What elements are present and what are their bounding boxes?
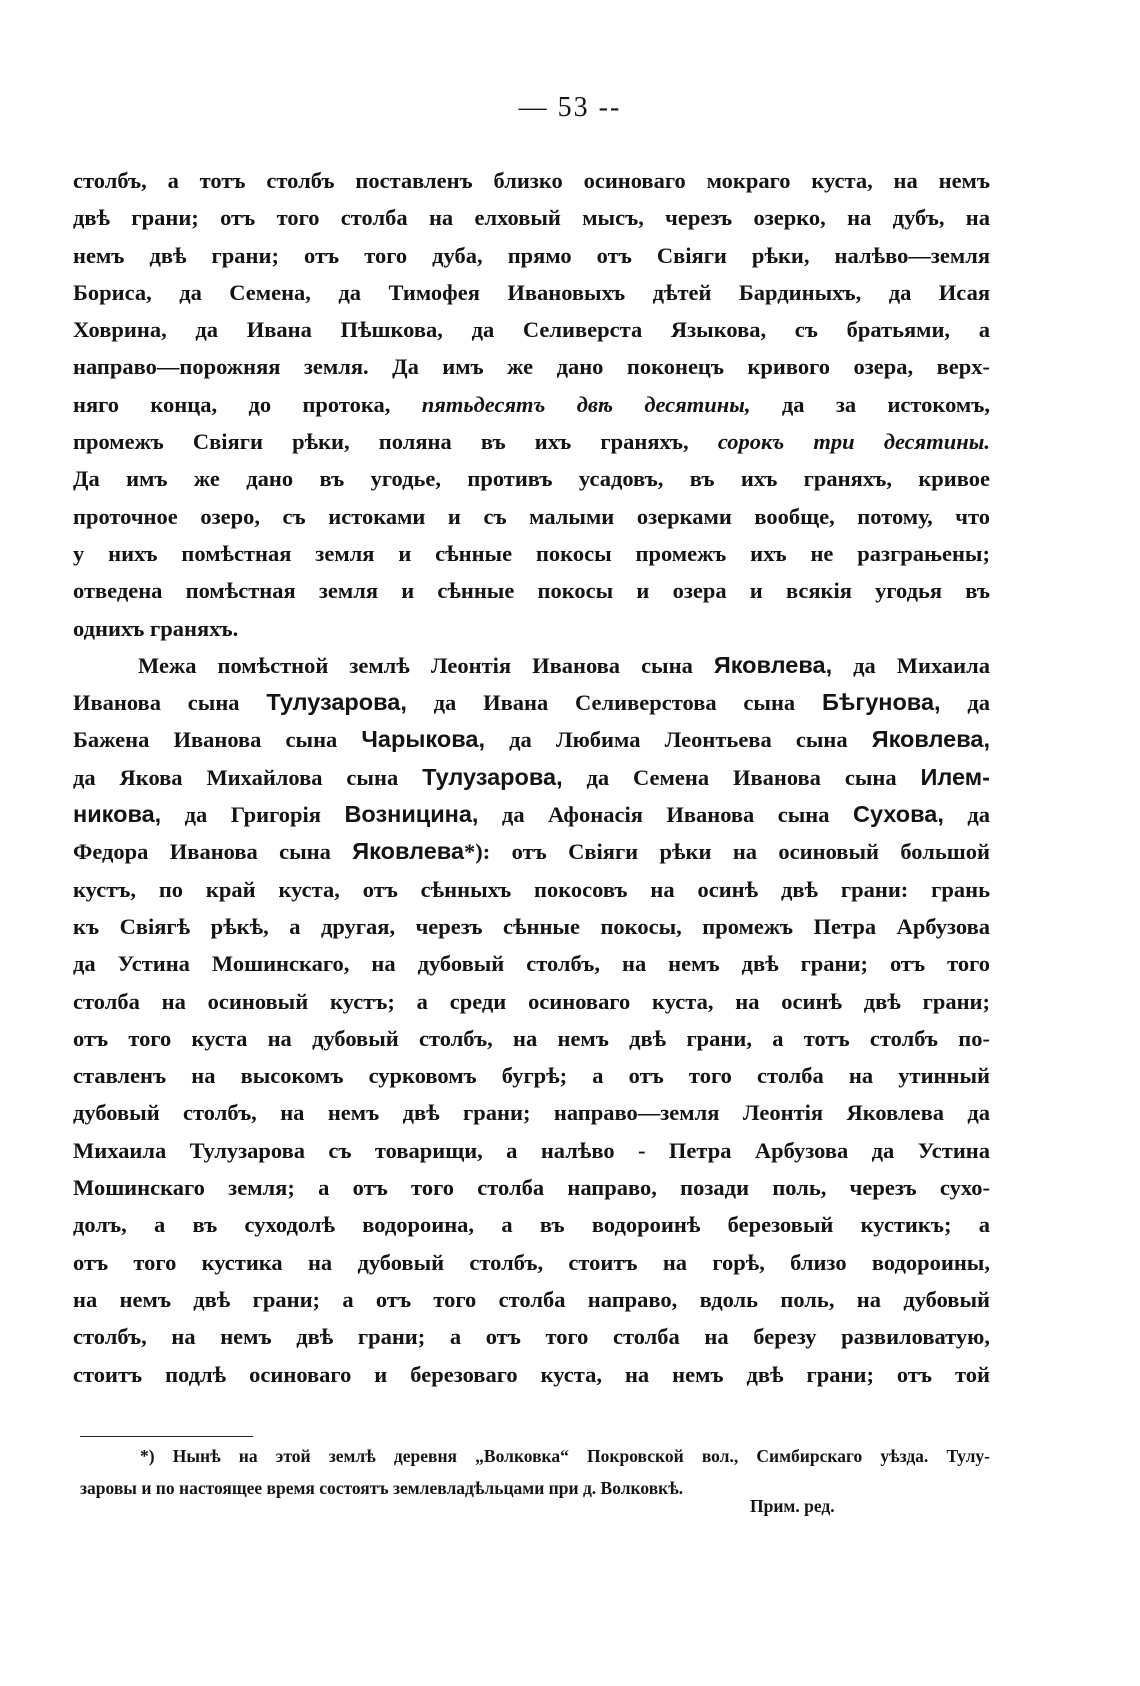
text-segment: да Ивана Селиверстова сына: [406, 690, 822, 716]
text-segment: *): отъ Свіяги рѣки на осиновый большой: [464, 839, 990, 865]
text-line: Бориса, да Семена, да Тимофея Ивановыхъ дѣтей Бардиныхъ, да Исая: [73, 279, 990, 305]
text-segment: Мошинскаго земля; а отъ того столба направо, позади поль, черезъ сухо-: [73, 1175, 990, 1201]
surname: Чарыкова,: [361, 726, 485, 753]
text-line: [73, 684, 990, 721]
text-line: [73, 871, 990, 908]
text-line: [73, 908, 990, 945]
text-line: [73, 983, 990, 1020]
text-line: [73, 386, 990, 423]
text-line: [73, 1356, 990, 1393]
text-line: [73, 1057, 990, 1094]
text-segment: да Михаила: [832, 652, 990, 678]
text-segment: столбъ, на немъ двѣ грани; а отъ того столба на березу развиловатую,: [73, 1324, 990, 1350]
surname: Яковлева,: [713, 651, 833, 678]
body-text: [73, 162, 990, 1393]
text-line: отведена помѣстная земля и сѣнные покосы и озера и всякія угодья въ: [73, 578, 990, 604]
text-segment: Иванова сына: [73, 690, 267, 716]
footnote: [80, 1440, 990, 1504]
text-line: проточное озеро, съ истоками и съ малыми озерками вообще, потому, что: [73, 503, 990, 529]
text-line: [73, 945, 990, 982]
text-segment: кустъ, по край куста, отъ сѣнныхъ покосовъ на осинѣ двѣ грани: грань: [73, 876, 990, 902]
text-segment: да Григорія: [161, 802, 345, 828]
text-line: [73, 1281, 990, 1318]
footnote-line: заровы и по настоящее время состоятъ землевладѣльцами при д. Волковкѣ.: [80, 1478, 684, 1498]
text-segment: да: [943, 802, 990, 828]
text-segment: на немъ двѣ грани; а отъ того столба направо, вдоль поль, на дубовый: [73, 1286, 990, 1312]
surname: Яковлева: [352, 838, 465, 865]
text-segment: Федора Иванова сына: [73, 839, 353, 865]
text-segment: отъ того кустика на дубовый столбъ, стоитъ на горѣ, близо водороины,: [73, 1249, 990, 1275]
text-line: [73, 1132, 990, 1169]
surname: Возницина,: [344, 801, 479, 828]
editor-note: Прим. ред.: [750, 1496, 835, 1516]
text-line: [73, 1094, 990, 1131]
text-line: [73, 1244, 990, 1281]
emphasized-text: сорокъ три десятины.: [717, 429, 990, 455]
footnote-divider: [80, 1436, 253, 1437]
text-line: [73, 759, 990, 796]
surname: Илем-: [920, 763, 990, 790]
text-segment: Бажена Иванова сына: [73, 727, 362, 753]
text-line: направо—порожняя земля. Да имъ же дано поконецъ кривого озера, верх-: [73, 354, 990, 380]
footnote-line: *) Нынѣ на этой землѣ деревня „Волковка“ Покровской вол., Симбирскаго уѣзда. Тулу-: [140, 1446, 990, 1466]
text-line: Да имъ же дано въ угодье, противъ усадовъ, въ ихъ граняхъ, кривое: [73, 466, 990, 492]
text-segment: да Афонасія Иванова сына: [478, 802, 853, 828]
text-segment: къ Свіягѣ рѣкѣ, а другая, черезъ сѣнные покосы, промежъ Петра Арбузова: [73, 913, 990, 939]
emphasized-text: пятьдесятъ двѣ десятины,: [421, 391, 751, 417]
text-segment: да Семена Иванова сына: [562, 764, 921, 790]
surname: никова,: [73, 801, 162, 828]
surname: Тулузарова,: [422, 763, 563, 790]
text-line: столбъ, а тотъ столбъ поставленъ близко осиноваго мокраго куста, на немъ: [73, 168, 990, 193]
paragraph-2: [73, 647, 990, 1393]
text-segment: столба на осиновый кустъ; а среди осиноваго куста, на осинѣ двѣ грани;: [73, 988, 990, 1014]
text-segment: да Устина Мошинскаго, на дубовый столбъ, на немъ двѣ грани; отъ того: [73, 951, 990, 977]
text-line: [73, 721, 990, 758]
text-segment: ставленъ на высокомъ сурковомъ бугрѣ; а отъ того столба на утинный: [73, 1063, 990, 1089]
text-line: [73, 1318, 990, 1355]
text-line: однихъ граняхъ.: [73, 615, 239, 641]
text-segment: да за истокомъ,: [750, 391, 990, 417]
surname: Бѣгунова,: [822, 689, 941, 716]
text-segment: промежъ Свіяги рѣки, поляна въ ихъ граняхъ,: [73, 429, 718, 455]
text-line: [73, 833, 990, 870]
text-line: [73, 1206, 990, 1243]
text-line: немъ двѣ грани; отъ того дуба, прямо отъ Свіяги рѣки, налѣво—земля: [73, 242, 990, 268]
text-line: Ховрина, да Ивана Пѣшкова, да Селиверста Языкова, съ братьями, а: [73, 317, 990, 343]
text-segment: да Любима Леонтьева сына: [484, 727, 872, 753]
text-segment: няго конца, до протока,: [73, 391, 422, 417]
text-segment: отъ того куста на дубовый столбъ, на немъ двѣ грани, а тотъ столбъ по-: [73, 1025, 990, 1051]
text-line: двѣ грани; отъ того столба на елховый мысъ, черезъ озерко, на дубъ, на: [73, 205, 990, 231]
text-segment: Михаила Тулузарова съ товарищи, а налѣво - Петра Арбузова да Устина: [73, 1137, 990, 1163]
text-line: [73, 1169, 990, 1206]
text-line: [73, 1020, 990, 1057]
surname: Яковлева,: [871, 726, 990, 753]
surname: Тулузарова,: [266, 689, 407, 716]
text-segment: Межа помѣстной землѣ Леонтія Иванова сына: [138, 652, 714, 678]
text-line: [73, 796, 990, 833]
text-segment: стоитъ подлѣ осиноваго и березоваго куста, на немъ двѣ грани; отъ той: [73, 1361, 990, 1387]
text-line: у нихъ помѣстная земля и сѣнные покосы промежъ ихъ не разграњены;: [73, 540, 990, 566]
page-number: — 53 --: [518, 92, 622, 123]
paragraph-1: [73, 162, 990, 647]
text-line: [73, 423, 990, 460]
text-segment: да: [940, 690, 990, 716]
text-segment: дубовый столбъ, на немъ двѣ грани; направо—земля Леонтія Яковлева да: [73, 1100, 990, 1126]
surname: Сухова,: [852, 801, 944, 828]
text-segment: долъ, а въ суходолѣ водороина, а въ водороинѣ березовый кустикъ; а: [73, 1212, 990, 1238]
text-line: [73, 647, 990, 684]
text-segment: да Якова Михайлова сына: [73, 764, 423, 790]
